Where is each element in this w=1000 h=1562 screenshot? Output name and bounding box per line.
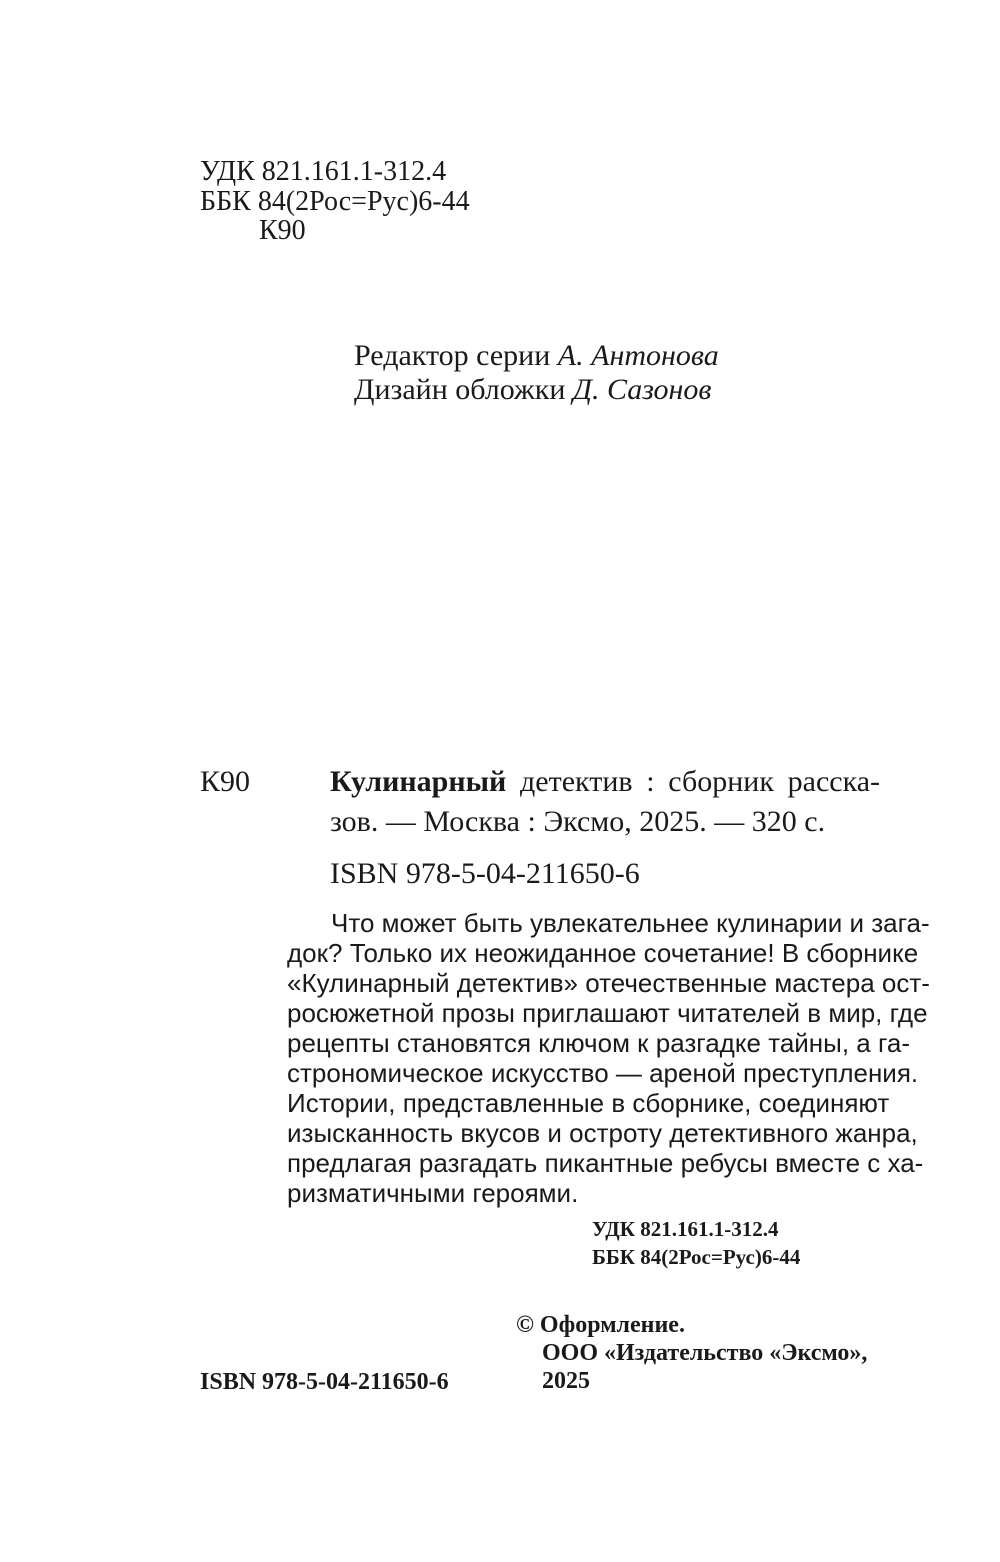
entry-isbn: ISBN 978-5-04-211650-6	[330, 857, 640, 890]
annotation-line: док? Только их неожиданное сочетание! В сборнике	[287, 938, 919, 968]
entry-author-mark: К90	[200, 765, 251, 798]
annotation-line: «Кулинарный детектив» отечественные мастера ост-	[287, 968, 930, 998]
annotation-line: росюжетной прозы приглашают читателей в мир, где	[287, 998, 928, 1028]
annotation-line: рецепты становятся ключом к разгадке тайны, а га-	[287, 1028, 911, 1058]
annotation-line: изысканность вкусов и остроту детективного жанра,	[287, 1118, 918, 1148]
cover-design-name: Д. Сазонов	[572, 373, 712, 406]
udk-code-bottom: УДК 821.161.1-312.4	[592, 1217, 779, 1241]
copyright-line: 2025	[542, 1368, 590, 1394]
cover-design-role: Дизайн обложки	[354, 373, 566, 406]
entry-publication-line: зов. — Москва : Эксмо, 2025. — 320 с.	[330, 805, 826, 838]
entry-title-rest: детектив : сборник расска-	[520, 765, 880, 798]
udk-code: УДК 821.161.1-312.4	[200, 156, 447, 187]
author-mark: К90	[259, 215, 306, 246]
annotation-line: ризматичными героями.	[287, 1178, 579, 1208]
bbk-code: ББК 84(2Рос=Рус)6-44	[200, 186, 470, 217]
copyright-line: © Оформление.	[516, 1312, 685, 1338]
annotation-line: предлагая разгадать пикантные ребусы вместе с ха-	[287, 1148, 924, 1178]
entry-title-line	[330, 765, 880, 799]
annotation	[287, 908, 930, 1208]
isbn-bottom: ISBN 978-5-04-211650-6	[200, 1369, 449, 1395]
bbk-code-bottom: ББК 84(2Рос=Рус)6-44	[592, 1245, 801, 1269]
entry-title-bold: Кулинарный	[330, 765, 507, 798]
annotation-line: строномическое искусство — ареной преступления.	[287, 1058, 919, 1088]
series-editor-role: Редактор серии	[354, 339, 551, 372]
cover-design-credit	[354, 373, 711, 407]
copyright-line: ООО «Издательство «Эксмо»,	[542, 1340, 868, 1366]
annotation-line: Что может быть увлекательнее кулинарии и зага-	[331, 908, 930, 938]
copyright-notice	[516, 1311, 867, 1395]
series-editor-credit	[354, 339, 719, 373]
series-editor-name: А. Антонова	[557, 339, 719, 372]
annotation-line: Истории, представленные в сборнике, соединяют	[287, 1088, 890, 1118]
